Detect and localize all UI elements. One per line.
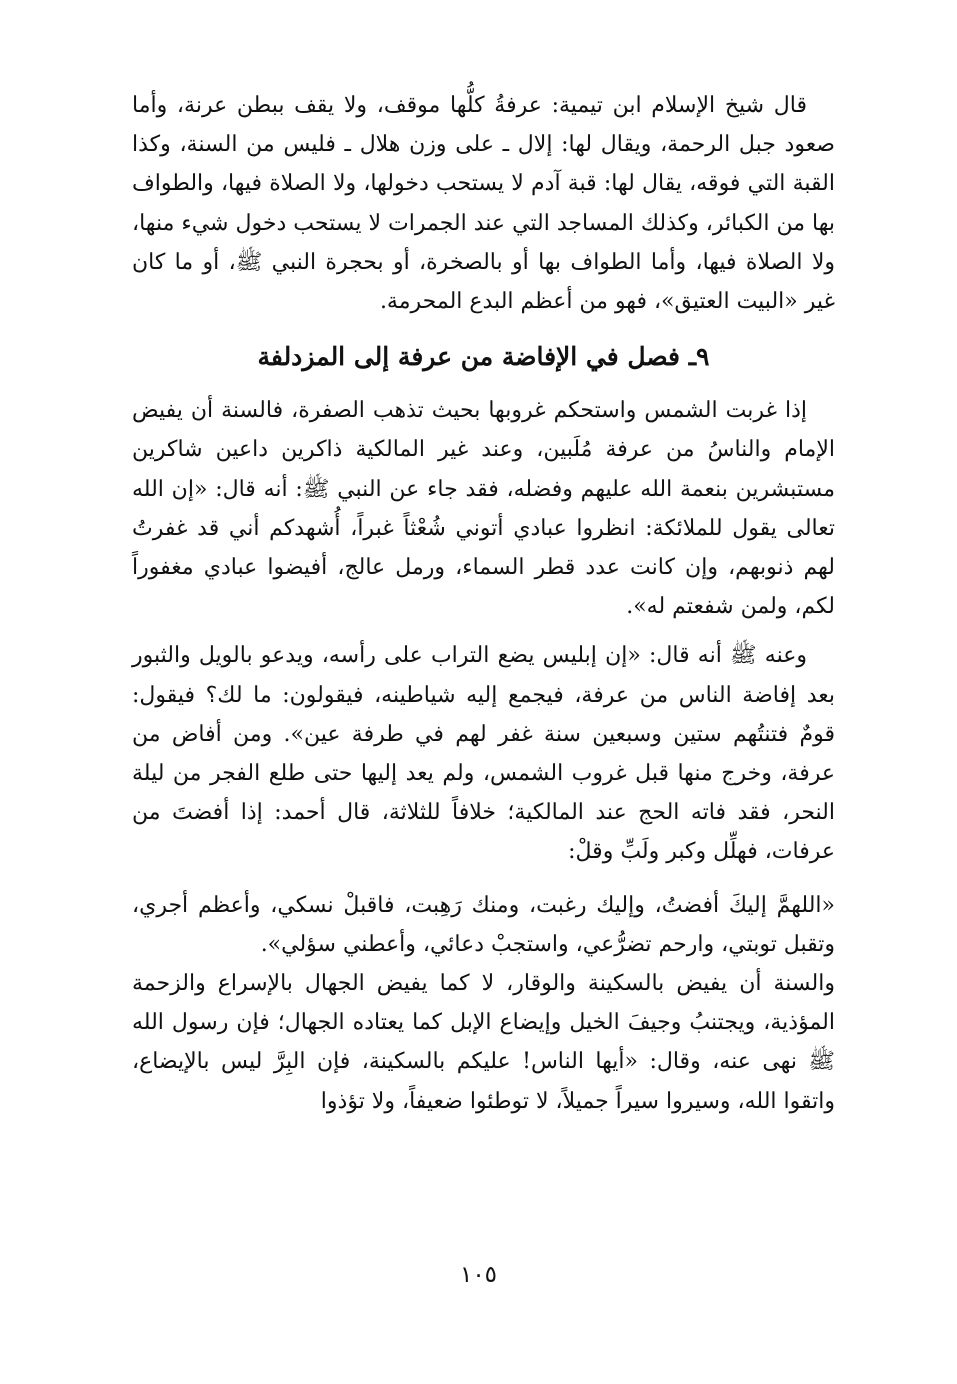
paragraph-sakinah: والسنة أن يفيض بالسكينة والوقار، لا كما يفيض الجهال بالإسراع والزحمة المؤذية، ويجتنبُ وجيفَ الخيل وإيضاع الإبل كما يعتاده الجهال؛ فإن رسول الله ﷺ نهى عنه، وقال: «أيها الناس! عليكم بالسكينة، فإن البِرَّ ليس بالإيضاع، واتقوا الله، وسيروا سيراً جميلاً، لا توطئوا ضعيفاً، ولا تؤذوا [132,971,835,1114]
page-number: ١٠٥ [459,1262,498,1288]
paragraph-iblis-hadith: وعنه ﷺ أنه قال: «إن إبليس يضع التراب على رأسه، ويدعو بالويل والثبور بعد إفاضة الناس من عرفة، فيجمع إليه شياطينه، فيقولون: ما لك؟ فيقول: قومٌ فتنتُهم ستين وسبعين سنة غفر لهم في طرفة عين». ومن أفاض من عرفة، وخرج منها قبل غروب الشمس، ولم يعد إليها حتى طلع الفجر من ليلة النحر، فقد فاته الحج عند المالكية؛ خلافاً للثلاثة، قال أحمد: إذا أفضتَ من عرفات، فهلِّل وكبر ولَبِّ وقلْ: [132,643,835,865]
book-page [132,86,835,1121]
paragraph-ibn-taymiyyah: قال شيخ الإسلام ابن تيمية: عرفةُ كلُّها موقف، ولا يقف ببطن عرنة، وأما صعود جبل الرحمة، ويقال لها: إلال ـ على وزن هلال ـ فليس من السنة، وكذا القبة التي فوقه، يقال لها: قبة آدم لا يستحب دخولها، ولا الصلاة فيها، والطواف بها من الكبائر، وكذلك المساجد التي عند الجمرات لا يستحب دخول شيء منها، ولا الصلاة فيها، وأما الطواف بها أو بالصخرة، أو بحجرة النبي ﷺ، أو ما كان غير «البيت العتيق»، فهو من أعظم البدع المحرمة. [132,93,835,315]
section-heading: ٩ـ فصل في الإفاضة من عرفة إلى المزدلفة [257,342,710,372]
paragraph-dua: «اللهمَّ إليكَ أفضتُ، وإليك رغبت، ومنك رَهِبت، فاقبلْ نسكي، وأعظم أجري، وتقبل توبتي، وارحم تضرُّعي، واستجبْ دعائي، وأعطني سؤلي». [132,892,835,957]
paragraph-sunset-ifadah: إذا غربت الشمس واستحكم غروبها بحيث تذهب الصفرة، فالسنة أن يفيض الإمام والناسُ من عرفة مُلَبين، وعند غير المالكية ذاكرين داعين شاكرين مستبشرين بنعمة الله عليهم وفضله، فقد جاء عن النبي ﷺ: أنه قال: «إن الله تعالى يقول للملائكة: انظروا عبادي أتوني شُعْثاً غبراً، أُشهدكم أني قد غفرتُ لهم ذنوبهم، وإن كانت عدد قطر السماء، ورمل عالج، أفيضوا عبادي مغفوراً لكم، ولمن شفعتم له». [132,398,835,620]
